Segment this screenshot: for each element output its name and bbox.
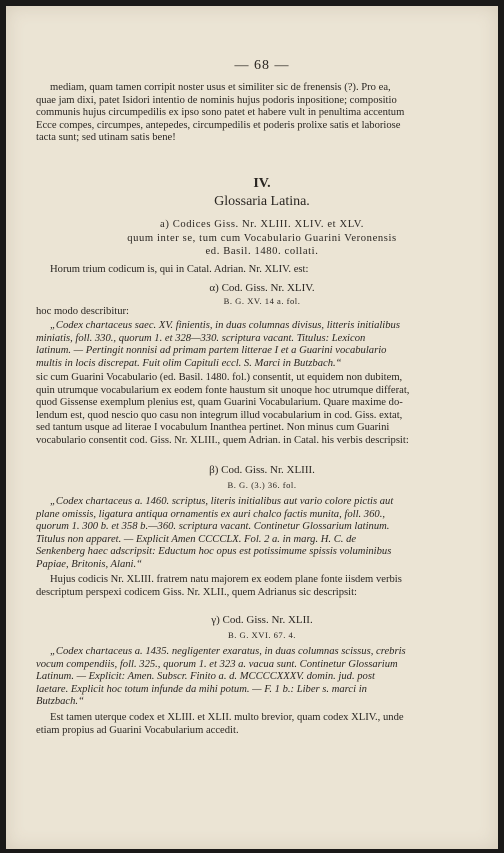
paragraph-est: [36, 712, 488, 737]
text-line: communis hujus circumpedilis ex ipso sono patet et habere vult in penultima accentum: [36, 107, 405, 119]
alpha-signature: B. G. XV. 14 a. fol.: [223, 296, 301, 306]
text-line: Papiae, Britonis, Alani.“: [36, 558, 143, 570]
quote-gamma: [36, 646, 488, 709]
text-line: Senkenberg haec adscripsit: Eductum hoc opus est potissimume spissis voluminibus: [36, 546, 392, 558]
beta-heading: β) Cod. Giss. Nr. XLIII.: [209, 464, 315, 476]
section-number: IV.: [253, 176, 271, 191]
text-line: vocum compendiis, foll. 325., quorum 1. et 323 a. vacua sunt. Continetur Glossarium: [36, 658, 398, 670]
quote-gamma-lines: [36, 646, 488, 709]
text-line: sed tantum usque ad literae I vocabulum Inanthea pertinet. Non minus cum Guarini: [36, 422, 390, 434]
beta-signature: B. G. (3.) 36. fol.: [227, 480, 297, 490]
text-line: „Codex chartaceus a. 1460. scriptus, literis initialibus aut vario colore pictis aut: [50, 496, 394, 507]
text-line: quorum 1. 300 b. et 358 b.—360. scriptura vacant. Continetur Glossarium latinum.: [36, 521, 390, 533]
subheading-line: ed. Basil. 1480. collati.: [205, 246, 319, 257]
text-line: plane omissis, ligatura antiqua ornamentis ex auri chalco factis munita, foll. 360.,: [36, 508, 385, 520]
paragraph-intro: [36, 82, 488, 145]
gamma-heading: γ) Cod. Giss. Nr. XLII.: [211, 614, 313, 626]
text-line: Latinum. — Explicit: Amen. Subscr. Finito a. d. MCCCCXXXV. domin. jud. post: [36, 671, 375, 683]
paragraph-hujus-lines: [36, 574, 488, 599]
text-line: Hujus codicis Nr. XLIII. fratrem natu majorem ex eodem plane fonte iisdem verbis: [50, 574, 402, 585]
text-line: „Codex chartaceus saec. XV. finientis, in duas columnas divisus, litteris initialibus: [50, 320, 400, 331]
text-line: tacta sunt; sed utinam satis bene!: [36, 132, 176, 144]
modo-line: hoc modo describitur:: [36, 306, 129, 317]
text-line: laetare. Explicit hoc totum infunde da mihi potum. — F. 1 b.: Liber s. marci in: [36, 683, 367, 695]
text-line: multis in locis discrepat. Fuit olim Capituli eccl. S. Marci in Butzbach.“: [36, 357, 342, 369]
text-line: miniatis, foll. 330., quorum 1. et 328—330. scriptura vacant. Titulus: Lexicon: [36, 332, 366, 344]
gamma-signature: B. G. XVI. 67. 4.: [228, 630, 296, 640]
section-title: Glossaria Latina.: [214, 194, 310, 209]
text-line: Ecce compes, circumpes, antepedes, circumpedilis et poderis prolixe satis et laboriose: [36, 119, 401, 131]
text-line: etiam propius ad Guarini Vocabularium accedit.: [36, 724, 239, 736]
text-line: Titulus non apparet. — Explicit Amen CCCCLX. Fol. 2 a. in marg. H. C. de: [36, 533, 357, 545]
quote-beta: [36, 496, 488, 572]
text-line: latinum. — Pertingit nonnisi ad primam partem litterae I et a Guarini vocabulario: [36, 345, 387, 357]
text-line: „Codex chartaceus a. 1435. negligenter exaratus, in duas columnas scissus, crebris: [50, 646, 406, 657]
text-line: quin utrumque vocabularium ex eodem fonte haustum sit unoque hoc utrumque differat,: [36, 384, 410, 396]
quote-alpha: [36, 320, 488, 370]
horum-line: Horum trium codicum is, qui in Catal. Adrian. Nr. XLIV. est:: [50, 264, 309, 275]
text-line: Butzbach.“: [36, 696, 84, 708]
text-line: quod Gissense exemplum plenius est, quam Guarini Vocabularium. Quare maxime do-: [36, 397, 403, 409]
text-line: quae jam dixi, patet Isidori intentio de nominis hujus podoris inpositione; compositio: [36, 94, 397, 106]
text-line: Est tamen uterque codex et XLIII. et XLII. multo brevior, quam codex XLIV., unde: [50, 712, 404, 723]
quote-beta-lines: [36, 496, 488, 572]
text-line: vocabulario consentit cod. Giss. Nr. XLIII., quem Adrian. in Catal. his verbis descripsit:: [36, 434, 409, 446]
text-line: sic cum Guarini Vocabulario (ed. Basil. 1480. fol.) consentit, ut equidem non dubitem,: [36, 372, 403, 383]
book-page: [6, 6, 498, 849]
paragraph-est-lines: [36, 712, 488, 737]
paragraph-intro-lines: [36, 82, 488, 145]
text-line: descriptum perspexi codicem Giss. Nr. XLII., quem Adrianus sic descripsit:: [36, 586, 357, 598]
subheading-line: a) Codices Giss. Nr. XLIII. XLIV. et XLV.: [160, 219, 364, 230]
paragraph-hujus: [36, 574, 488, 599]
quote-alpha-lines: [36, 320, 488, 370]
subheading: [36, 218, 488, 259]
text-line: lendum est, quod nescio quo casu non integrum illud vocabularium in cod. Giss. extat,: [36, 409, 403, 421]
subheading-line: quum inter se, tum cum Vocabulario Guarini Veronensis: [127, 232, 397, 244]
paragraph-sic-lines: [36, 372, 488, 448]
paragraph-sic: [36, 372, 488, 448]
text-line: mediam, quam tamen corripit noster usus et similiter sic de frenensis (?). Pro ea,: [50, 82, 391, 93]
alpha-heading: α) Cod. Giss. Nr. XLIV.: [209, 282, 315, 294]
page-number: — 68 —: [234, 58, 290, 73]
